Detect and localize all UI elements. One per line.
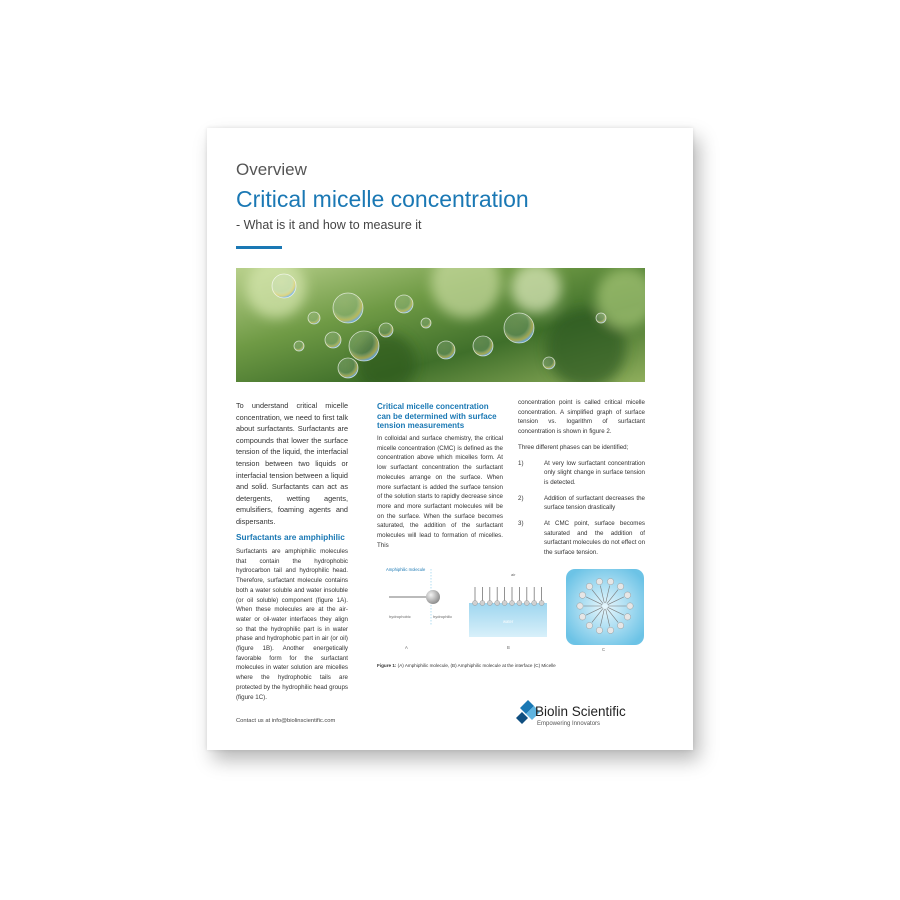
contact-text: Contact us at info@biolinscientific.com [236,718,336,724]
phase-text: At CMC point, surface becomes saturated and the addition of surfactant molecules do not effect on the surface tension. [544,520,646,557]
hero-image-bubbles [236,268,645,382]
amphiphilic-molecule-label: Amphiphilic molecule [386,567,426,572]
surfactant-head [502,601,507,606]
surfactant-head [524,601,529,606]
caption-text: (A) Amphiphilic molecule, (B) Amphiphilic molecule at the interface (C) Micelle [396,663,556,668]
water-label: water [503,619,514,624]
phases-intro: concentration point is called critical micelle concentration. A simplified graph of surface tension vs. logarithm of surfactant concentration is shown in figure 2. [518,399,645,436]
figure-label-b: B [507,645,510,650]
figure-1c-micelle [566,569,644,652]
figure-1 [369,565,649,655]
brand-name: Biolin Scientific [535,704,626,719]
micelle-head [607,627,613,633]
micelle-head [627,603,633,609]
micelle-head [586,583,592,589]
micelle-head [624,614,630,620]
phase-text: At very low surfactant concentration only slight change in surface tension is detected. [544,459,645,486]
cmc-heading: Critical micelle concentration can be determined with surface tension measurements [377,402,497,430]
micelle-head [586,622,592,628]
phases-lead: Three different phases can be identified; [518,443,629,451]
micelle-head [624,592,630,598]
phases-column [518,398,645,564]
figure-label-c: C [602,647,606,652]
surfactant-head [510,601,515,606]
surfactant-head [539,601,544,606]
micelle-head [577,603,583,609]
section-label: Overview [236,160,307,179]
title-underline [236,246,282,249]
micelle-head [579,614,585,620]
phase-item [518,494,645,513]
micelle-head [579,592,585,598]
figure-caption [377,663,556,668]
caption-prefix: Figure 1: [377,663,397,668]
amphiphilic-body: Surfactants are amphiphilic molecules that contain the hydrophobic hydrocarbon tail and hydrophilic head. Therefore, surfactant molecule contains both a water soluble and water insoluble (or oil soluble) component (figure 1A). When these molecules are at the air-water or oil-water interfaces they align so that the hydrophilic part is in water phase and hydrophobic part in air (or oil) (figure 1B). Another energetically favorable form for the surfactant molecules in water solution are micelles where the hydrophobic tails are protected by the hydrophilic head groups (figure 1C). [236,548,348,701]
micelle-head [596,578,602,584]
brochure-page [207,128,693,750]
figure-1a-molecule [386,567,452,650]
surfactant-head [473,601,478,606]
phase-item [518,519,645,558]
page-subtitle: - What is it and how to measure it [236,218,422,232]
hydrophilic-label: hydrophilic [433,614,453,619]
hydrophobic-label: hydrophobic [389,614,411,619]
phase-number: 3) [518,520,524,528]
phase-item [518,459,645,488]
amphiphilic-heading: Surfactants are amphiphilic [236,532,345,542]
micelle-head [617,583,623,589]
micelle-head [617,622,623,628]
surfactant-head [517,601,522,606]
air-label: air [511,572,516,577]
micelle-head [596,627,602,633]
phase-number: 2) [518,494,524,502]
figure-1b-interface [469,572,547,650]
surfactant-head [532,601,537,606]
surfactant-head [480,601,485,606]
surfactant-row [473,587,545,606]
figure-label-a: A [405,645,408,650]
micelle-head [607,578,613,584]
surfactant-head [487,601,492,606]
page-title: Critical micelle concentration [236,186,529,212]
phase-text: Addition of surfactant decreases the surface tension drastically [544,494,645,512]
intro-paragraph: To understand critical micelle concentration, we need to first talk about surfactants. Surfactants are compounds that lower the surface tension of the liquid, the interfacial tension between two liquids or interfacial tension between a liquid and solid. Surfactants can act as detergents, wetting agents, emulsifiers, foaming agents and dispersants. [236,401,348,526]
surfactant-head [495,601,500,606]
brand-tagline: Empowering Innovators [537,721,601,727]
cmc-body: In colloidal and surface chemistry, the critical micelle concentration (CMC) is defined as the concentration above which micelles form. At low surfactant concentration the surfactant molecules arrange on the surface. When more surfactant is added the surface tension of the solution starts to rapidly decrease since more and more surfactant molecules will be on the surface. When the surface becomes saturated, the addition of the surfactant molecules will lead to formation of micelles. This [377,435,503,549]
phase-number: 1) [518,459,524,467]
